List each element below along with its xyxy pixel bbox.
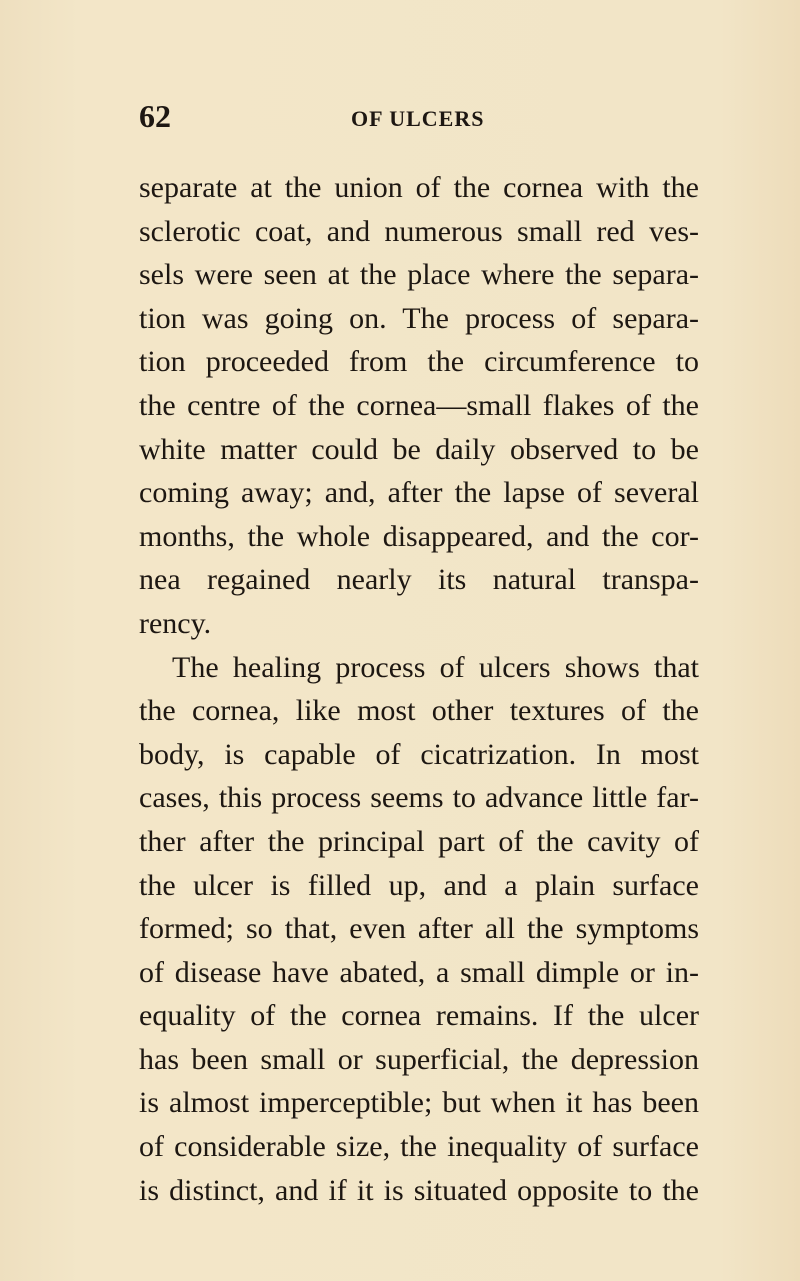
text-line: sclerotic coat, and numerous small red ves-	[139, 214, 699, 248]
text-line: of considerable size, the inequality of surface	[139, 1130, 699, 1164]
text-line: separate at the union of the cornea with the	[139, 171, 699, 204]
text-line: tion proceeded from the circumference to	[139, 345, 699, 379]
page-number: 62	[139, 98, 171, 134]
text-line: is almost imperceptible; but when it has been	[139, 1086, 699, 1120]
text-line: sels were seen at the place where the separa-	[139, 258, 699, 292]
text-line: equality of the cornea remains. If the ulcer	[139, 999, 699, 1033]
text-line: body, is capable of cicatrization. In most	[139, 737, 699, 771]
text-line: ther after the principal part of the cavity of	[139, 824, 699, 858]
text-line: is distinct, and if it is situated opposite to the	[139, 1173, 699, 1207]
text-line: coming away; and, after the lapse of several	[139, 476, 699, 510]
text-line: nea regained nearly its natural transpa-	[139, 563, 699, 597]
text-line: cases, this process seems to advance little far-	[139, 781, 699, 815]
text-line: of disease have abated, a small dimple or in-	[139, 955, 699, 989]
body-text	[139, 166, 699, 1212]
text-line: white matter could be daily observed to be	[139, 432, 699, 466]
text-line: formed; so that, even after all the symptoms	[139, 912, 699, 946]
running-head: OF ULCERS	[351, 106, 485, 131]
text-line: the ulcer is filled up, and a plain surface	[139, 868, 699, 902]
text-line: tion was going on. The process of separa-	[139, 301, 699, 335]
page-header	[139, 96, 699, 136]
text-line: rency.	[139, 606, 212, 640]
text-line: the cornea, like most other textures of the	[139, 694, 699, 728]
text-line: the centre of the cornea—small flakes of the	[139, 388, 699, 422]
text-line: has been small or superficial, the depression	[139, 1042, 699, 1076]
text-line: months, the whole disappeared, and the cor-	[139, 519, 699, 553]
paragraph-first-line: The healing process of ulcers shows that	[172, 650, 699, 684]
